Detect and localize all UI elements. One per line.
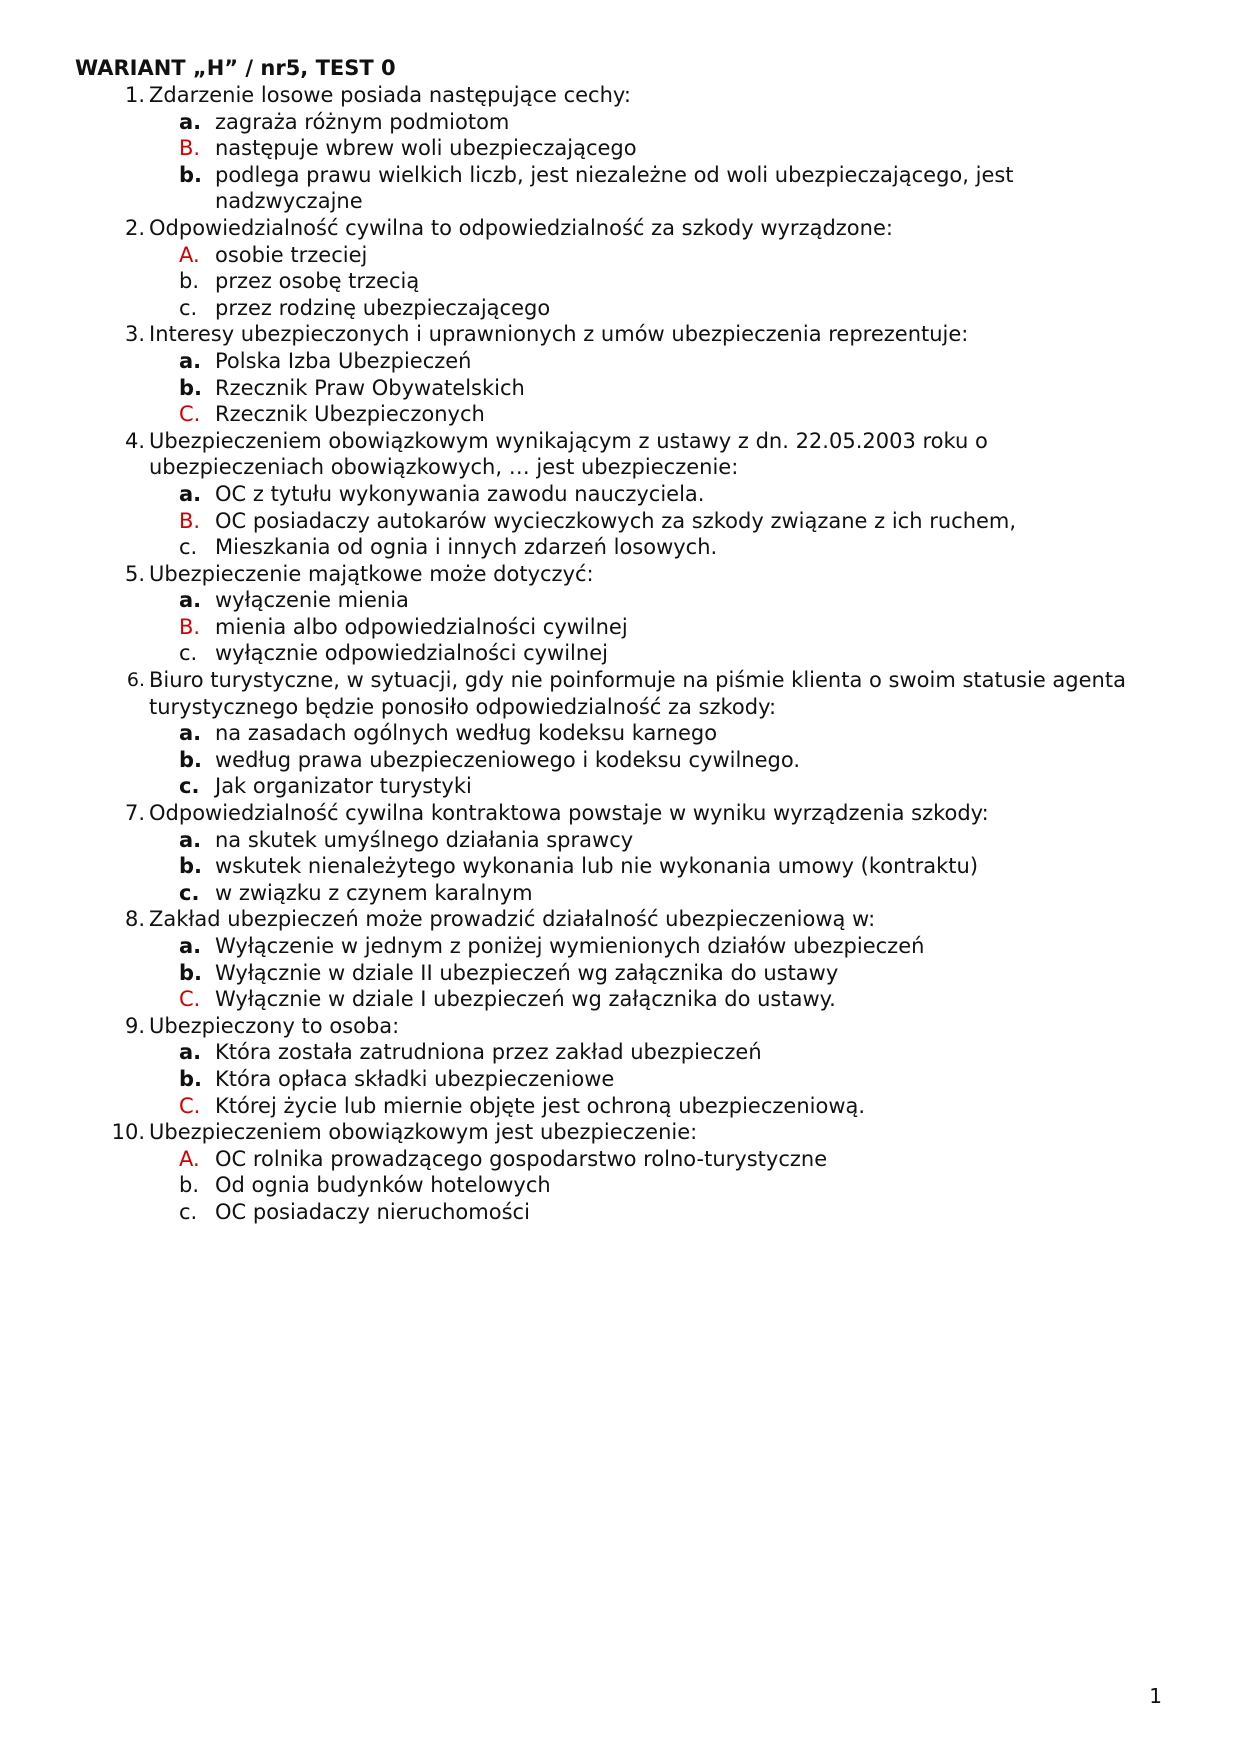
- answer-letter: a.: [179, 1040, 202, 1065]
- answer-option: [0, 587, 1240, 614]
- question-item: [0, 800, 1240, 827]
- answer-letter: a.: [179, 109, 202, 134]
- answer-text: Której życie lub miernie objęte jest ochroną ubezpieczeniową.: [215, 1093, 866, 1118]
- correct-answer-letter: C.: [179, 402, 201, 427]
- answer-letter: a.: [179, 348, 202, 373]
- answer-option: [0, 1199, 1240, 1226]
- question-number: 5.: [124, 561, 145, 586]
- question-item: [0, 667, 1240, 720]
- question-item: [0, 561, 1240, 588]
- answer-text: wyłączenie mienia: [215, 588, 409, 613]
- question-list: [0, 82, 1240, 1226]
- answer-letter: c.: [179, 774, 200, 799]
- correct-answer-letter: B.: [179, 136, 201, 161]
- answer-option: [0, 534, 1240, 561]
- question-item: [0, 1013, 1240, 1040]
- answer-option: [0, 986, 1240, 1013]
- answer-text: na zasadach ogólnych według kodeksu karnego: [215, 721, 718, 746]
- question-number: 6.: [126, 669, 145, 692]
- correct-answer-letter: A.: [179, 1146, 200, 1171]
- question-number: 10.: [111, 1120, 145, 1145]
- answer-option: [0, 109, 1240, 136]
- question-item: [0, 321, 1240, 348]
- question-number: 3.: [124, 322, 145, 347]
- answer-letter: b.: [179, 1066, 203, 1091]
- answer-text: OC posiadaczy nieruchomości: [215, 1199, 530, 1224]
- answer-text: OC z tytułu wykonywania zawodu nauczyciela.: [215, 481, 705, 506]
- answer-option: [0, 640, 1240, 667]
- answer-option: [0, 1066, 1240, 1093]
- answer-option: [0, 773, 1240, 800]
- answer-option: [0, 827, 1240, 854]
- question-item: [0, 215, 1240, 242]
- answer-letter: b.: [179, 162, 203, 187]
- question-text: Ubezpieczeniem obowiązkowym wynikającym z ustawy z dn. 22.05.2003 roku o ubezpieczeniach obowiązkowych, … jest ubezpieczenie:: [149, 428, 988, 480]
- answer-option: [0, 295, 1240, 322]
- answer-text: w związku z czynem karalnym: [215, 880, 533, 905]
- answer-text: Która została zatrudniona przez zakład ubezpieczeń: [215, 1040, 762, 1065]
- answer-option: [0, 853, 1240, 880]
- answer-letter: c.: [179, 535, 198, 560]
- question-number: 7.: [124, 801, 145, 826]
- answer-text: Wyłączenie w jednym z poniżej wymienionych działów ubezpieczeń: [215, 934, 925, 958]
- answer-text: OC rolnika prowadzącego gospodarstwo rolno-turystyczne: [215, 1146, 828, 1171]
- question-text: Interesy ubezpieczonych i uprawnionych z umów ubezpieczenia reprezentuje:: [149, 322, 969, 347]
- correct-answer-letter: B.: [179, 614, 201, 639]
- answer-letter: b.: [179, 269, 200, 294]
- answer-letter: c.: [179, 641, 198, 666]
- question-text: Odpowiedzialność cywilna kontraktowa powstaje w wyniku wyrządzenia szkody:: [149, 801, 989, 826]
- answer-letter: c.: [179, 1199, 198, 1224]
- answer-option: [0, 268, 1240, 295]
- answer-text: przez osobę trzecią: [215, 269, 420, 294]
- page-number: 1: [1149, 1684, 1162, 1708]
- answer-text: Jak organizator turystyki: [215, 774, 472, 799]
- question-text: Ubezpieczenie majątkowe może dotyczyć:: [149, 561, 594, 586]
- answer-option: [0, 375, 1240, 402]
- answer-text: Od ognia budynków hotelowych: [215, 1173, 551, 1198]
- answer-letter: a.: [179, 721, 202, 746]
- correct-answer-letter: C.: [179, 987, 201, 1012]
- correct-answer-letter: A.: [179, 242, 200, 267]
- question-text: Odpowiedzialność cywilna to odpowiedzialność za szkody wyrządzone:: [149, 215, 893, 240]
- answer-option: [0, 960, 1240, 987]
- answer-text: według prawa ubezpieczeniowego i kodeksu cywilnego.: [215, 747, 800, 772]
- answer-text: Rzecznik Praw Obywatelskich: [215, 375, 525, 400]
- answer-option: [0, 880, 1240, 907]
- answer-option: [0, 1172, 1240, 1199]
- answer-option: [0, 1093, 1240, 1120]
- answer-text: Wyłącznie w dziale II ubezpieczeń wg załącznika do ustawy: [215, 960, 839, 985]
- answer-text: przez rodzinę ubezpieczającego: [215, 295, 551, 320]
- question-item: [0, 428, 1240, 481]
- page-title: WARIANT „H” / nr5, TEST 0: [75, 56, 396, 80]
- question-item: [0, 1119, 1240, 1146]
- answer-text: Która opłaca składki ubezpieczeniowe: [215, 1066, 615, 1091]
- question-text: Zakład ubezpieczeń może prowadzić działalność ubezpieczeniową w:: [149, 907, 876, 932]
- answer-option: [0, 720, 1240, 747]
- answer-letter: a.: [179, 481, 202, 506]
- question-item: [0, 82, 1240, 109]
- answer-text: wyłącznie odpowiedzialności cywilnej: [215, 641, 608, 666]
- question-number: 9.: [124, 1013, 145, 1038]
- answer-letter: b.: [179, 960, 203, 985]
- answer-letter: b.: [179, 747, 203, 772]
- answer-text: podlega prawu wielkich liczb, jest niezależne od woli ubezpieczającego, jest nadzwyczajne: [215, 162, 1014, 214]
- question-text: Ubezpieczeniem obowiązkowym jest ubezpieczenie:: [149, 1120, 698, 1145]
- answer-text: osobie trzeciej: [215, 242, 368, 267]
- answer-option: [0, 242, 1240, 269]
- question-text: Ubezpieczony to osoba:: [149, 1013, 400, 1038]
- answer-text: Wyłącznie w dziale I ubezpieczeń wg załącznika do ustawy.: [215, 987, 836, 1012]
- answer-option: [0, 747, 1240, 774]
- answer-option: [0, 135, 1240, 162]
- answer-letter: b.: [179, 1173, 200, 1198]
- answer-letter: c.: [179, 880, 200, 905]
- question-text: Biuro turystyczne, w sytuacji, gdy nie poinformuje na piśmie klienta o swoim statusie agenta turystycznego będzie ponosiło odpowiedzialność za szkody:: [149, 668, 1126, 719]
- answer-letter: b.: [179, 854, 203, 879]
- answer-letter: a.: [179, 827, 202, 852]
- answer-text: mienia albo odpowiedzialności cywilnej: [215, 614, 628, 639]
- question-number: 4.: [124, 428, 145, 453]
- answer-option: [0, 401, 1240, 428]
- answer-option: [0, 933, 1240, 960]
- answer-option: [0, 1039, 1240, 1066]
- answer-text: na skutek umyślnego działania sprawcy: [215, 827, 634, 852]
- question-number: 2.: [124, 215, 145, 240]
- answer-text: OC posiadaczy autokarów wycieczkowych za szkody związane z ich ruchem,: [215, 508, 1017, 533]
- question-number: 1.: [124, 83, 145, 107]
- answer-text: zagraża różnym podmiotom: [215, 109, 510, 134]
- answer-letter: a.: [179, 934, 202, 958]
- correct-answer-letter: C.: [179, 1093, 201, 1118]
- answer-option: [0, 481, 1240, 508]
- answer-letter: b.: [179, 375, 203, 400]
- question-number: 8.: [124, 907, 145, 932]
- answer-text: Polska Izba Ubezpieczeń: [215, 348, 472, 373]
- answer-text: następuje wbrew woli ubezpieczającego: [215, 136, 637, 161]
- answer-letter: c.: [179, 295, 198, 320]
- answer-text: Mieszkania od ognia i innych zdarzeń losowych.: [215, 535, 718, 560]
- answer-text: wskutek nienależytego wykonania lub nie wykonania umowy (kontraktu): [215, 854, 979, 879]
- answer-letter: a.: [179, 588, 202, 613]
- answer-text: Rzecznik Ubezpieczonych: [215, 402, 485, 427]
- answer-option: [0, 508, 1240, 535]
- correct-answer-letter: B.: [179, 508, 201, 533]
- answer-option: [0, 348, 1240, 375]
- answer-option: [0, 1146, 1240, 1173]
- question-text: Zdarzenie losowe posiada następujące cechy:: [149, 83, 631, 107]
- question-item: [0, 906, 1240, 933]
- answer-option: [0, 614, 1240, 641]
- answer-option: [0, 162, 1240, 215]
